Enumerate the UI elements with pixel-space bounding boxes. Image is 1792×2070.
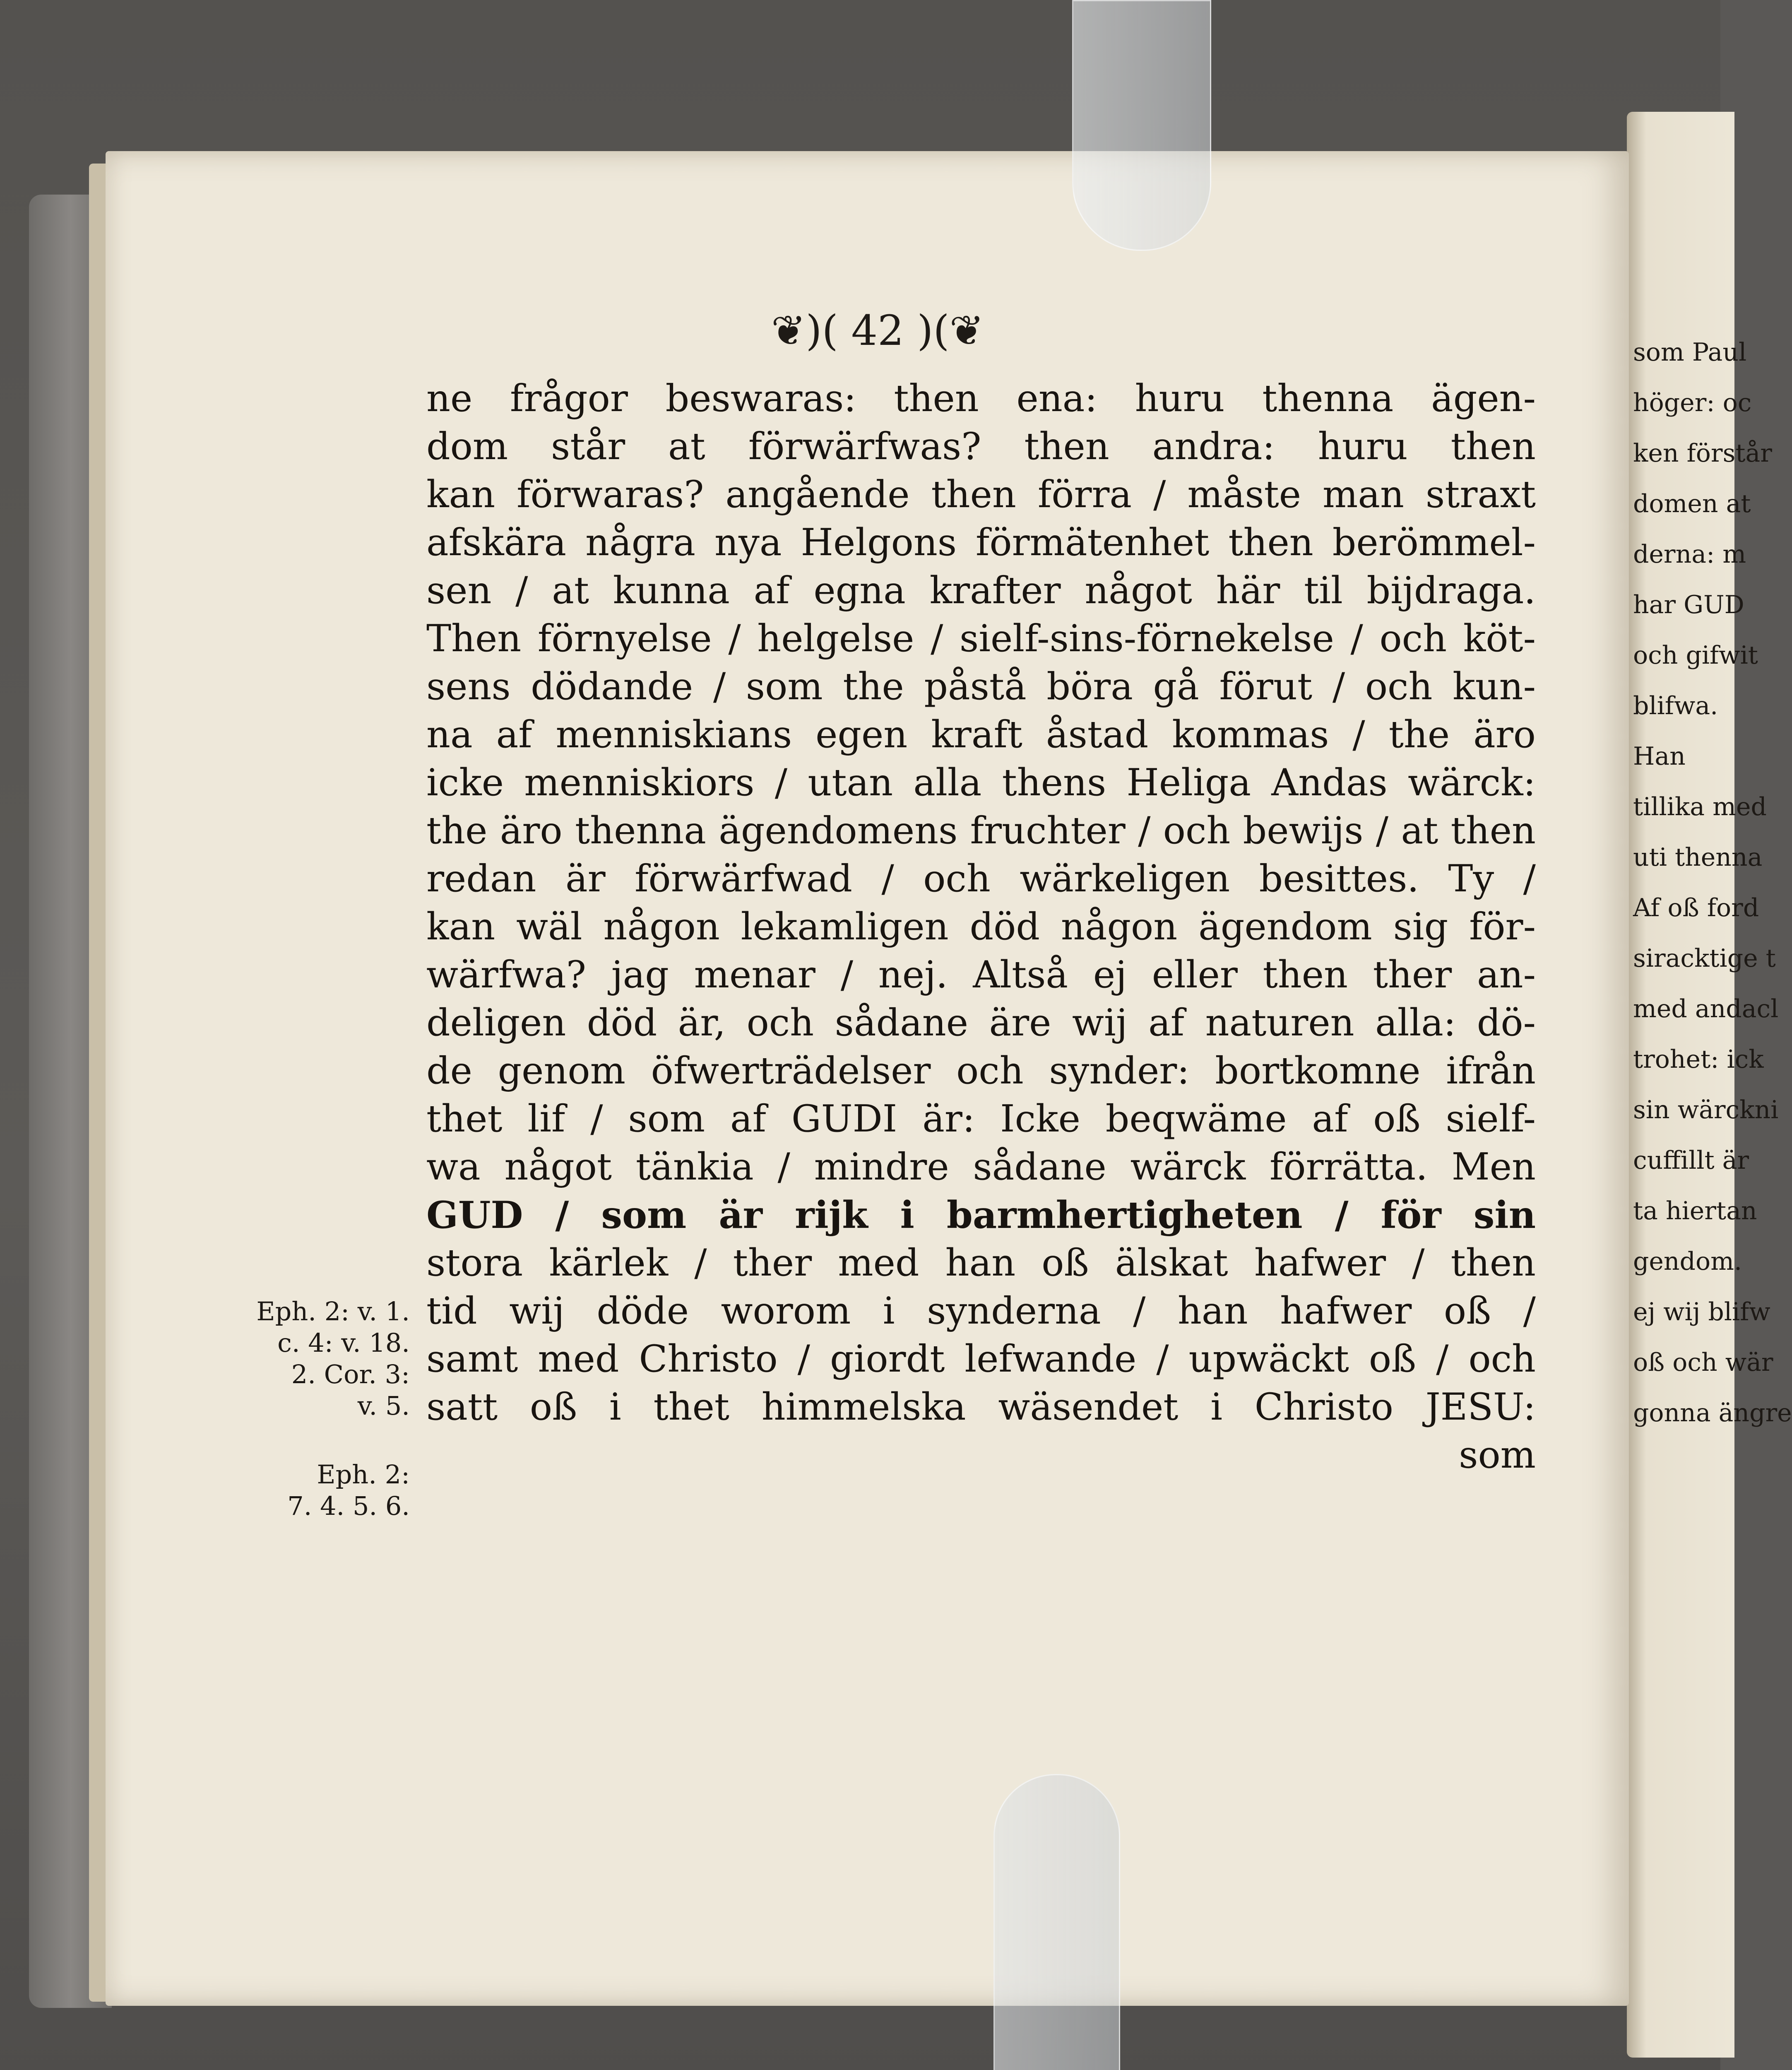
facing-text-line: blifwa. (1633, 691, 1718, 720)
text-line: de genom öfwerträdelser och synder: bortkomne ifrån (426, 1049, 1536, 1093)
facing-text-line: gendom. (1633, 1247, 1742, 1276)
margin-note: Eph. 2: v. 1. (256, 1296, 410, 1326)
text-line: deligen död är, och sådane äre wij af naturen alla: dö- (426, 1001, 1536, 1045)
facing-text-line: ken förstår (1633, 439, 1772, 468)
facing-text-line: gonna ängre (1633, 1398, 1792, 1427)
body-text (426, 375, 1536, 1479)
page-holder-clip-bottom (993, 1774, 1120, 2070)
text-line: GUD / som är rijk i barmhertigheten / för sin (426, 1193, 1536, 1237)
facing-text-line: siracktige t (1633, 944, 1776, 973)
text-line: dom står at förwärfwas? then andra: huru then (426, 425, 1536, 468)
margin-references (236, 1296, 410, 1522)
facing-text-line: domen at (1633, 489, 1751, 518)
text-line: Then förnyelse / helgelse / sielf-sins-förnekelse / och köt- (426, 617, 1536, 660)
facing-text-line: trohet: ick (1633, 1045, 1764, 1074)
text-line: sen / at kunna af egna krafter något här til bijdraga. (426, 569, 1536, 612)
facing-text-line: uti thenna (1633, 843, 1763, 872)
facing-text-line: cuffillt är (1633, 1146, 1749, 1175)
text-line: na af menniskians egen kraft åstad kommas / the äro (426, 713, 1536, 756)
text-line: wa något tänkia / mindre sådane wärck förrätta. Men (426, 1145, 1536, 1189)
facing-page-text (1633, 327, 1792, 1438)
facing-text-line: med andacl (1633, 994, 1779, 1023)
text-line: icke menniskiors / utan alla thens Heliga Andas wärck: (426, 761, 1536, 804)
text-line: tid wij döde worom i synderna / han hafwer oß / (426, 1289, 1536, 1333)
text-line: thet lif / som af GUDI är: Icke beqwäme af oß sielf- (426, 1097, 1536, 1141)
text-line: kan förwaras? angående then förra / måste man straxt (426, 473, 1536, 516)
text-line: ne frågor beswaras: then ena: huru thenna ägen- (426, 377, 1536, 420)
page-holder-clip-top (1072, 0, 1211, 251)
facing-text-line: Han (1633, 742, 1686, 771)
facing-text-line: derna: m (1633, 540, 1746, 569)
margin-note: c. 4: v. 18. (277, 1328, 410, 1358)
text-line: stora kärlek / ther med han oß älskat hafwer / then (426, 1241, 1536, 1285)
facing-text-line: tillika med (1633, 792, 1767, 821)
text-line: the äro thenna ägendomens fruchter / och bewijs / at then (426, 809, 1536, 852)
facing-text-line: ej wij blifw (1633, 1297, 1770, 1326)
text-line: samt med Christo / giordt lefwande / upwäckt oß / och (426, 1337, 1536, 1381)
margin-note: 2. Cor. 3: (291, 1359, 410, 1389)
text-line: sens dödande / som the påstå böra gå förut / och kun- (426, 665, 1536, 708)
text-line: wärfwa? jag menar / nej. Altså ej eller then ther an- (426, 953, 1536, 996)
text-line: satt oß i thet himmelska wäsendet i Christo JESU: (426, 1385, 1536, 1429)
facing-text-line: och gifwit (1633, 641, 1758, 670)
facing-text-line: som Paul (1633, 338, 1747, 367)
text-line: afskära några nya Helgons förmätenhet then berömmel- (426, 521, 1536, 564)
facing-text-line: sin wärckni (1633, 1095, 1779, 1124)
text-line: redan är förwärfwad / och wärkeligen besittes. Ty / (426, 857, 1536, 900)
facing-text-line: oß och wär (1633, 1348, 1773, 1377)
page-header: ❦)( 42 )(❦ (771, 306, 984, 355)
text-line: kan wäl någon lekamligen död någon ägendom sig för- (426, 905, 1536, 948)
margin-note: 7. 4. 5. 6. (287, 1491, 410, 1521)
catchword: som (1459, 1433, 1536, 1477)
margin-note: v. 5. (357, 1391, 410, 1421)
facing-text-line: Af oß ford (1633, 893, 1759, 922)
margin-note: Eph. 2: (317, 1459, 410, 1490)
facing-text-line: höger: oc (1633, 388, 1752, 417)
facing-text-line: ta hiertan (1633, 1196, 1757, 1225)
facing-text-line: har GUD (1633, 590, 1744, 619)
